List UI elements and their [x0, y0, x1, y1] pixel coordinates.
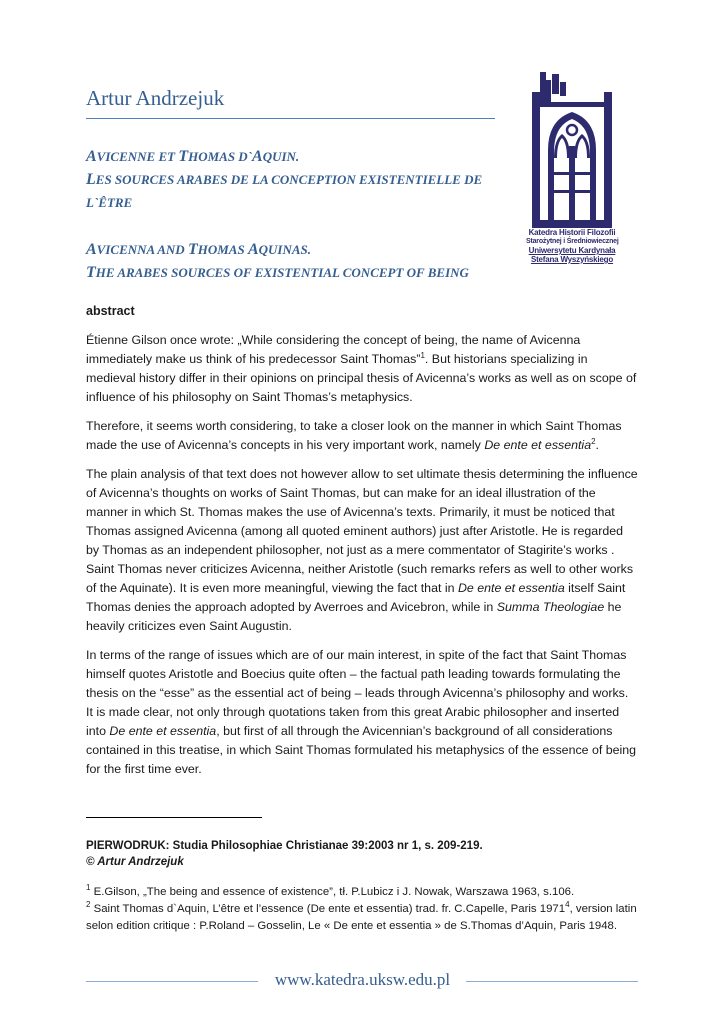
abstract-heading: abstract — [86, 304, 135, 318]
logo-caption — [526, 228, 618, 264]
english-title-line-1: AVICENNA AND THOMAS AQUINAS. — [86, 241, 311, 258]
copyright-line: © Artur Andrzejuk — [86, 856, 184, 868]
logo-line-4: Stefana Wyszyńskiego — [530, 255, 614, 264]
reprint-info — [86, 838, 483, 870]
reprint-line: PIERWODRUK: Studia Philosophiae Christianae 39:2003 nr 1, s. 209-219. — [86, 840, 483, 852]
paragraph-1: Étienne Gilson once wrote: „While considering the concept of being, the name of Avicenna immediately make us think of his predecessor Saint Thomas”$^1$. But historians specializing in medieval history differ in their opinions on principal thesis of Avicenna’s works as well as on scope of influence of his philosophy on Saint Thomas’s metaphysics. — [86, 333, 637, 404]
footnote-2: $^2$ Saint Thomas d`Aquin, L’être et l’essence (De ente et essentia) trad. fr. C.Capelle, Paris 1971$^4$, version latin selon edition critique : P.Roland – Gosselin, Le « De ente et essentia » de S.Thomas d’Aquin, Paris 1948. — [86, 900, 637, 932]
footnotes — [86, 884, 638, 935]
paragraph-2: Therefore, it seems worth considering, to take a closer look on the manner in which Saint Thomas made the use of Avicenna’s concepts in his very important work, namely De ente et essentia$^2$. — [86, 419, 622, 452]
author-rule — [86, 118, 495, 119]
paragraph-3: The plain analysis of that text does not however allow to set ultimate thesis determining the influence of Avicenna’s thoughts on works of Saint Thomas, but can make for an ideal illustration of the manner in which St. Thomas makes the use of Avicenna’s texts. Primarily, it must be noticed that Thomas assigned Avicenna (among all quoted eminent authors) just after Aristotle. He is regarded by Thomas as an independent philosopher, not just as a mere commentator of Stagirite’s works . Saint Thomas never criticizes Avicenna, neither Aristotle (such remarks refers as well to other works of the Aquinate). It is even more meaningful, viewing the fact that in De ente et essentia itself Saint Thomas denies the approach adopted by Averroes and Avicebron, while in Summa Theologiae he heavily criticizes even Saint Augustin. — [86, 467, 638, 633]
footnote-1: $^1$ E.Gilson, „The being and essence of existence”, tł. P.Lubicz i J. Nowak, Warszawa 1963, s.106. — [86, 883, 575, 898]
french-title — [86, 145, 506, 214]
paragraph-4: In terms of the range of issues which are of our main interest, in spite of the fact that Saint Thomas himself quotes Aristotle and Boecius quite often – the factual path leading towards formulating the thesis on the “esse” as the essential act of being – leads through Avicenna’s philosophy and works. It is made clear, not only through quotations taken from this great Arabic philosopher and inserted into De ente et essentia, but first of all through the Avicennian’s background of all considerations contained in this treatise, in which Saint Thomas formulated his metaphysics of the essence of being for the first time ever. — [86, 648, 637, 776]
author-name: Artur Andrzejuk — [86, 86, 225, 110]
french-title-line-2: LES SOURCES ARABES DE LA CONCEPTION EXISTENTIELLE DE — [86, 171, 483, 188]
footnote-ref-1[interactable]: 1 — [420, 350, 425, 360]
footnote-ref-2[interactable]: 2 — [591, 436, 596, 446]
footer-url-link[interactable]: www.katedra.uksw.edu.pl — [274, 970, 451, 989]
department-logo — [526, 72, 618, 277]
logo-line-1: Katedra Historii Filozofii — [528, 228, 616, 237]
logo-line-2: Starożytnej i Średniowiecznej — [526, 238, 619, 245]
logo-line-3: Uniwersytetu Kardynała — [528, 246, 616, 255]
english-title — [86, 238, 506, 284]
footnote-separator — [86, 817, 262, 818]
abstract-body — [86, 331, 638, 789]
gothic-window-icon — [526, 72, 618, 228]
french-title-line-1: AVICENNE ET THOMAS D`AQUIN. — [86, 148, 300, 165]
french-title-line-3: L`ÊTRE — [86, 195, 133, 210]
english-title-line-2: THE ARABES SOURCES OF EXISTENTIAL CONCEPT OF BEING — [86, 264, 469, 281]
